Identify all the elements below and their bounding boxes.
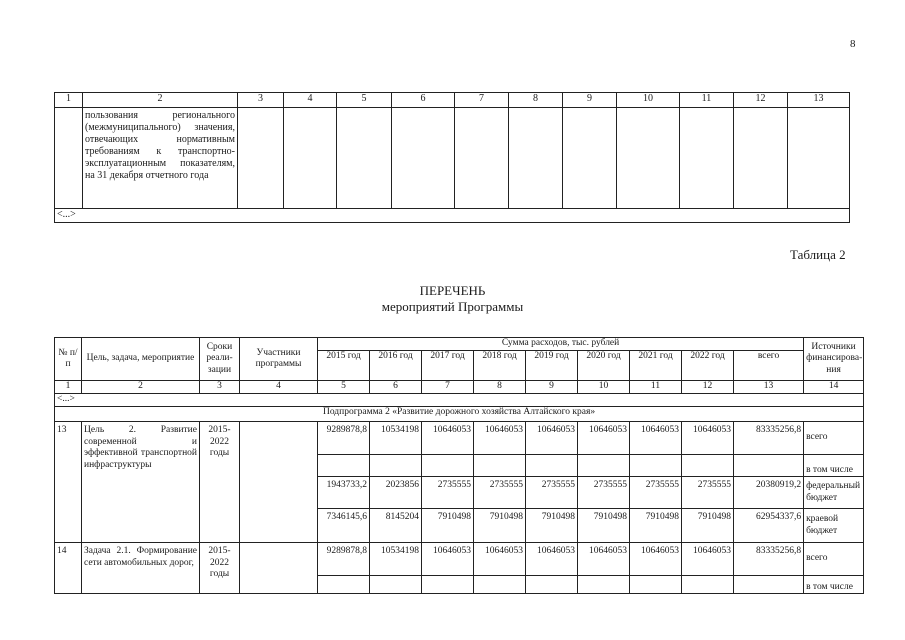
header-sum: Сумма расходов, тыс. рублей xyxy=(318,338,804,351)
amount-cell: 9289878,8 xyxy=(318,543,370,576)
header-num: № п/п xyxy=(55,338,82,381)
amount-cell: 8145204 xyxy=(370,509,422,543)
amount-cell: 2735555 xyxy=(526,477,578,509)
table1-header-cell: 11 xyxy=(680,93,734,108)
table1-header-cell: 5 xyxy=(337,93,392,108)
table1-cell xyxy=(392,108,455,209)
table2-colnum-row xyxy=(55,381,864,394)
table2-ellipsis: <...> xyxy=(55,394,864,407)
table1-cell xyxy=(337,108,392,209)
col-number: 11 xyxy=(630,381,682,394)
row-goal: Задача 2.1. Формирование сети автомобильных дорог, xyxy=(82,543,200,594)
amount-cell xyxy=(682,576,734,594)
table1-cell xyxy=(455,108,509,209)
table1-cell xyxy=(563,108,617,209)
source-cell: в том числе xyxy=(804,576,864,594)
table1-header-cell: 7 xyxy=(455,93,509,108)
table1-header-cell: 4 xyxy=(284,93,337,108)
amount-cell: 2735555 xyxy=(422,477,474,509)
header-year: 2022 год xyxy=(682,351,734,381)
table1-cell xyxy=(238,108,284,209)
amount-cell: 7910498 xyxy=(578,509,630,543)
row-participants xyxy=(240,543,318,594)
table-row xyxy=(55,422,864,455)
amount-cell: 2735555 xyxy=(682,477,734,509)
amount-cell xyxy=(526,455,578,477)
amount-cell: 7910498 xyxy=(630,509,682,543)
list-subtitle: мероприятий Программы xyxy=(381,299,524,314)
amount-cell: 7910498 xyxy=(474,509,526,543)
source-cell: в том числе xyxy=(804,455,864,477)
amount-cell xyxy=(474,455,526,477)
row-terms: 2015-2022 годы xyxy=(200,422,240,543)
amount-cell xyxy=(578,455,630,477)
table1-ellipsis-row xyxy=(55,209,850,223)
header-goal: Цель, задача, мероприятие xyxy=(82,338,200,381)
table-label: Таблица 2 xyxy=(790,247,846,262)
amount-cell xyxy=(578,576,630,594)
table1-header-cell: 13 xyxy=(788,93,850,108)
header-total: всего xyxy=(734,351,804,381)
amount-total-cell: 62954337,6 xyxy=(734,509,804,543)
header-year: 2019 год xyxy=(526,351,578,381)
amount-cell: 10646053 xyxy=(474,422,526,455)
col-number: 12 xyxy=(682,381,734,394)
amount-cell xyxy=(526,576,578,594)
amount-cell xyxy=(422,576,474,594)
amount-cell xyxy=(318,576,370,594)
amount-cell: 2735555 xyxy=(630,477,682,509)
col-number: 8 xyxy=(474,381,526,394)
amount-cell: 2735555 xyxy=(474,477,526,509)
subprogram-row xyxy=(55,407,864,422)
row-participants xyxy=(240,422,318,543)
header-year: 2020 год xyxy=(578,351,630,381)
col-number: 14 xyxy=(804,381,864,394)
table1-header-cell: 9 xyxy=(563,93,617,108)
amount-cell: 7910498 xyxy=(422,509,474,543)
amount-cell: 10646053 xyxy=(474,543,526,576)
amount-total-cell: 83335256,8 xyxy=(734,422,804,455)
header-year: 2016 год xyxy=(370,351,422,381)
table1-header-cell: 1 xyxy=(55,93,83,108)
table1-header-cell: 8 xyxy=(509,93,563,108)
amount-cell: 10646053 xyxy=(422,543,474,576)
amount-cell: 7346145,6 xyxy=(318,509,370,543)
amount-cell: 10646053 xyxy=(630,422,682,455)
table1-header-cell: 12 xyxy=(734,93,788,108)
col-number: 9 xyxy=(526,381,578,394)
table2-header-row xyxy=(55,338,864,351)
table1-ellipsis: <...> xyxy=(55,209,850,223)
amount-cell: 7910498 xyxy=(526,509,578,543)
row-terms: 2015-2022 годы xyxy=(200,543,240,594)
amount-total-cell xyxy=(734,576,804,594)
amount-cell: 10534198 xyxy=(370,543,422,576)
amount-cell xyxy=(630,455,682,477)
table1-header-cell: 10 xyxy=(617,93,680,108)
header-year: 2017 год xyxy=(422,351,474,381)
col-number: 3 xyxy=(200,381,240,394)
list-title: ПЕРЕЧЕНЬ xyxy=(419,283,486,298)
row-goal: Цель 2. Развитие современной и эффективной транспортной инфраструктуры xyxy=(82,422,200,543)
table1-cell xyxy=(617,108,680,209)
col-number: 1 xyxy=(55,381,82,394)
amount-cell xyxy=(422,455,474,477)
table1-cell xyxy=(509,108,563,209)
table-row xyxy=(55,543,864,576)
amount-cell: 10646053 xyxy=(526,422,578,455)
amount-cell: 10646053 xyxy=(578,422,630,455)
source-cell: всего xyxy=(804,422,864,455)
header-year: 2018 год xyxy=(474,351,526,381)
row-number: 14 xyxy=(55,543,82,594)
amount-cell: 10646053 xyxy=(630,543,682,576)
amount-cell: 10646053 xyxy=(526,543,578,576)
amount-cell: 10646053 xyxy=(578,543,630,576)
header-year: 2015 год xyxy=(318,351,370,381)
amount-cell: 10646053 xyxy=(682,422,734,455)
amount-cell: 2735555 xyxy=(578,477,630,509)
amount-cell xyxy=(318,455,370,477)
col-number: 5 xyxy=(318,381,370,394)
amount-cell xyxy=(630,576,682,594)
amount-cell xyxy=(474,576,526,594)
col-number: 10 xyxy=(578,381,630,394)
source-cell: федеральный бюджет xyxy=(804,477,864,509)
amount-total-cell: 20380919,2 xyxy=(734,477,804,509)
col-number: 7 xyxy=(422,381,474,394)
source-cell: всего xyxy=(804,543,864,576)
amount-total-cell xyxy=(734,455,804,477)
amount-cell: 10646053 xyxy=(682,543,734,576)
table1-row-text: пользования регионального (межмуниципального) значения, отвечающих нормативным требованиям к транспортно-эксплуатационным показателям, на 31 декабря отчетного года xyxy=(83,108,238,209)
table1-row xyxy=(55,108,850,209)
table2-ellipsis-row xyxy=(55,394,864,407)
table1-cell xyxy=(284,108,337,209)
table1-header-cell: 3 xyxy=(238,93,284,108)
table1-header-cell: 2 xyxy=(83,93,238,108)
amount-cell: 7910498 xyxy=(682,509,734,543)
amount-cell: 9289878,8 xyxy=(318,422,370,455)
header-year: 2021 год xyxy=(630,351,682,381)
table1-header-row xyxy=(55,93,850,108)
amount-cell: 10646053 xyxy=(422,422,474,455)
table1-cell xyxy=(680,108,734,209)
page-number: 8 xyxy=(850,38,856,50)
col-number: 4 xyxy=(240,381,318,394)
col-number: 2 xyxy=(82,381,200,394)
table1-cell xyxy=(734,108,788,209)
amount-cell xyxy=(370,576,422,594)
table1-cell xyxy=(788,108,850,209)
amount-cell xyxy=(370,455,422,477)
amount-total-cell: 83335256,8 xyxy=(734,543,804,576)
indicator-table-continuation xyxy=(54,92,850,223)
amount-cell: 10534198 xyxy=(370,422,422,455)
table1-header-cell: 6 xyxy=(392,93,455,108)
amount-cell: 1943733,2 xyxy=(318,477,370,509)
col-number: 6 xyxy=(370,381,422,394)
table1-cell xyxy=(55,108,83,209)
row-number: 13 xyxy=(55,422,82,543)
source-cell: краевой бюджет xyxy=(804,509,864,543)
header-participants: Участники программы xyxy=(240,338,318,381)
subprogram-title: Подпрограмма 2 «Развитие дорожного хозяйства Алтайского края» xyxy=(55,407,864,422)
col-number: 13 xyxy=(734,381,804,394)
program-measures-table xyxy=(54,337,864,594)
amount-cell: 2023856 xyxy=(370,477,422,509)
amount-cell xyxy=(682,455,734,477)
header-terms: Сроки реали-зации xyxy=(200,338,240,381)
header-sources: Источники финансирова-ния xyxy=(804,338,864,381)
